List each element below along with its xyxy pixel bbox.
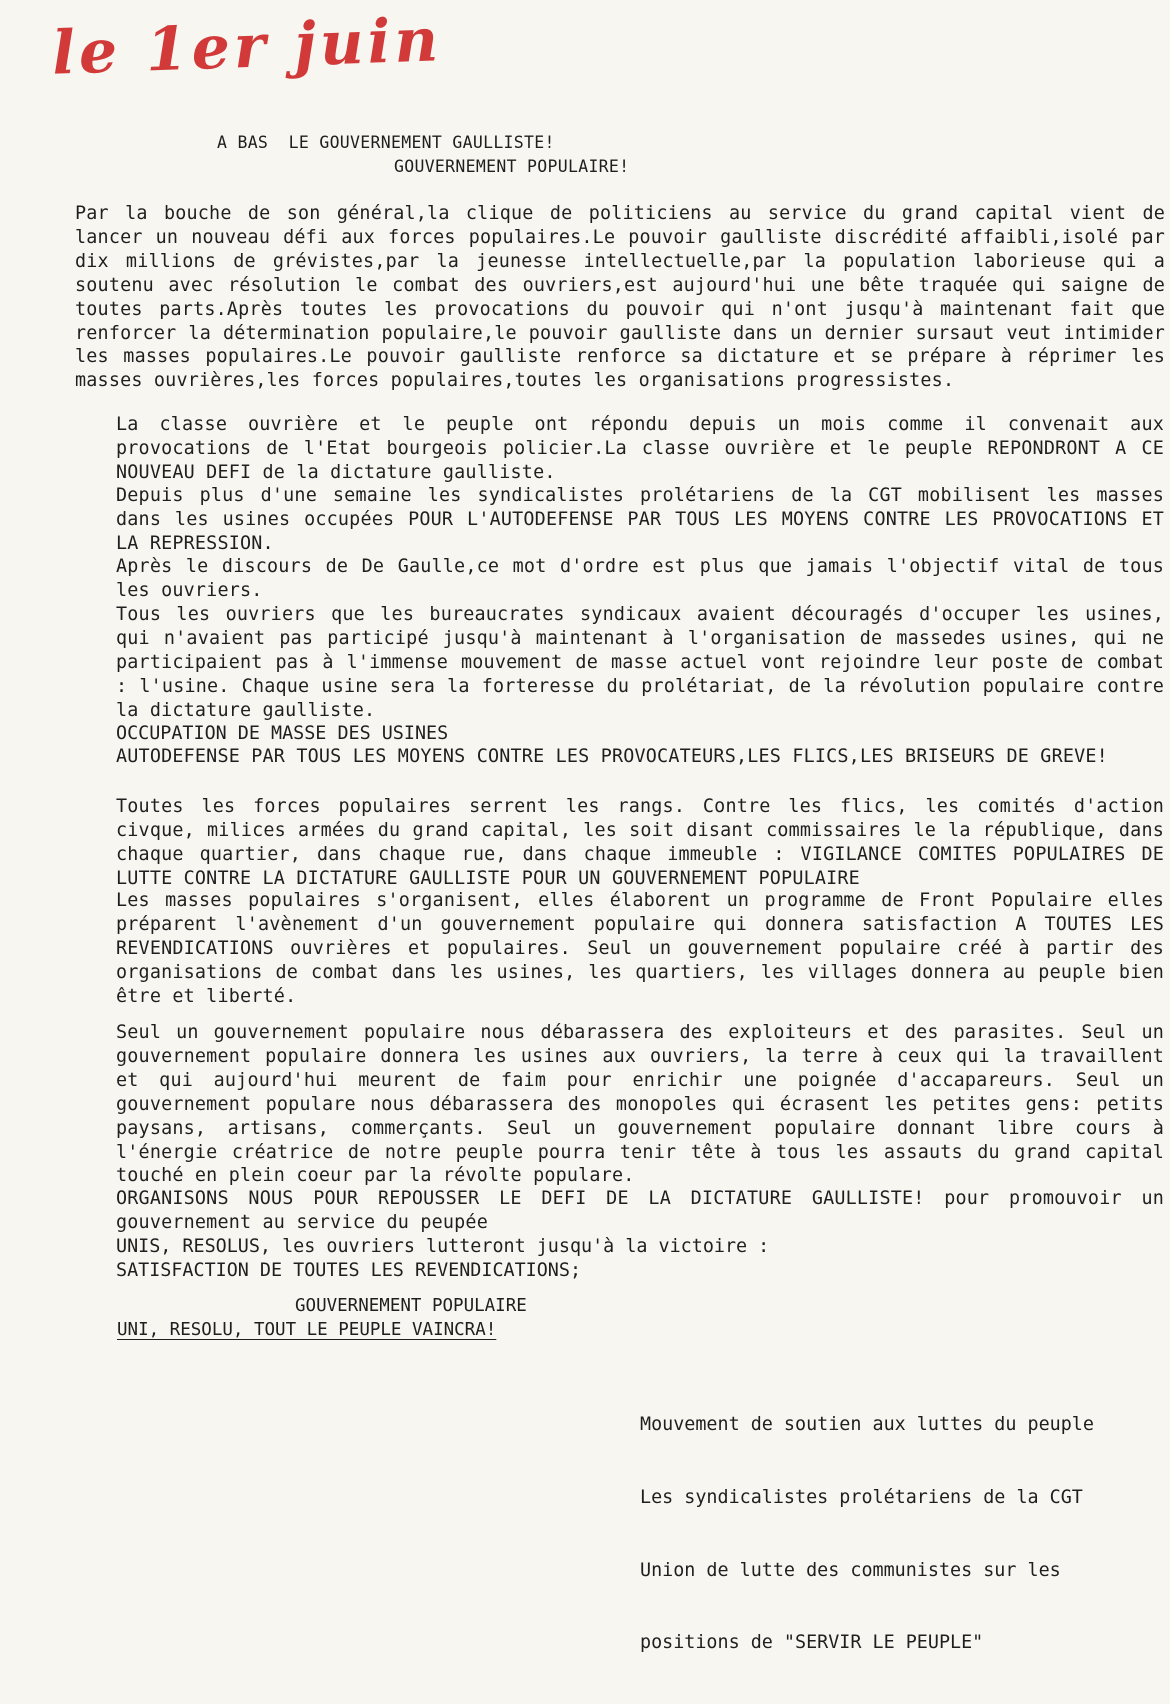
signature-line-4: positions de "SERVIR LE PEUPLE" bbox=[640, 1632, 984, 1654]
closing-line-2: UNI, RESOLU, TOUT LE PEUPLE VAINCRA! bbox=[117, 1320, 497, 1340]
paragraph-1: Par la bouche de son général,la clique de politiciens au service du grand capital vient de lancer un nouveau défi aux forces populaires.Le pouvoir gaulliste discrédité affaibli,isolé par dix millions de grévistes,par la jeunesse intellectuelle,par la population laborieuse qui a soutenu avec résolution le combat des ouvriers,est aujourd'hui une bête traquée qui saigne de toutes parts.Après toutes les provocations du pouvoir qui n'ont jusqu'à maintenant fait que renforcer la détermination populaire,le pouvoir gaulliste dans un dernier sursaut veut intimider les masses populaires.Le pouvoir gaulliste renforce sa dictature et se prépare à réprimer les masses ouvrières,les forces populaires,toutes les organisations progressistes. bbox=[75, 203, 1165, 392]
paragraph-6: Toutes les forces populaires serrent les rangs. Contre les flics, les comités d'action civque, milices armées du grand capital, les soit disant commissaires le la république, dans chaque quartier, dans chaque rue, dans chaque immeuble : VIGILANCE COMITES POPULAIRES DE LUTTE CONTRE LA DICTATURE GAULLISTE POUR UN GOUVERNEMENT POPULAIRE bbox=[116, 796, 1164, 889]
title-line-1: A BAS LE GOUVERNEMENT GAULLISTE! bbox=[217, 133, 555, 152]
signature-line-3: Union de lutte des communistes sur les bbox=[640, 1559, 1061, 1581]
paragraph-3: Depuis plus d'une semaine les syndicalistes prolétariens de la CGT mobilisent les masses dans les usines occupées POUR L'AUTODEFENSE PAR TOUS LES MOYENS CONTRE LES PROVOCATIONS ET LA REPRESSION. bbox=[116, 485, 1164, 554]
handwritten-date-annotation: le 1er juin bbox=[50, 5, 444, 89]
paragraph-7: Les masses populaires s'organisent, elles élaborent un programme de Front Populaire elles préparent l'avènement d'un gouvernement populaire qui donnera satisfaction A TOUTES LES REVENDICATIONS ouvrières et populaires. Seul un gouvernement populaire créé à partir des organisations de combat dans les usines, les quartiers, les villages donnera au peuple bien être et liberté. bbox=[116, 890, 1164, 1007]
slogan-autodefense: AUTODEFENSE PAR TOUS LES MOYENS CONTRE LES PROVOCATEURS,LES FLICS,LES BRISEURS DE GREVE! bbox=[116, 746, 1108, 767]
slogan-unis: UNIS, RESOLUS, les ouvriers lutteront jusqu'à la victoire : bbox=[116, 1236, 770, 1257]
paragraph-8: Seul un gouvernement populaire nous débarassera des exploiteurs et des parasites. Seul un gouvernement populaire donnera les usines aux ouvriers, la terre à ceux qui la travaillent et qui aujourd'hui meurent de faim pour enrichir une poignée d'accapareurs. Seul un gouvernement populare nous débarassera des monopoles qui écrasent les petites gens: petits paysans, artisans, commerçants. Seul un gouvernement populaire donnant libre cours à l'énergie créatrice de notre peuple pourra tenir tête à tous les assauts du grand capital touché en plein coeur par la révolte populare. bbox=[116, 1022, 1164, 1187]
signature-block bbox=[640, 1365, 1094, 1704]
closing-line-1: GOUVERNEMENT POPULAIRE bbox=[295, 1296, 527, 1316]
paragraph-5: Tous les ouvriers que les bureaucrates syndicaux avaient découragés d'occuper les usines, qui n'avaient pas participé jusqu'à maintenant à l'organisation de massedes usines, qui ne participaient pas à l'immense mouvement de masse actuel vont rejoindre leur poste de combat : l'usine. Chaque usine sera la forteresse du prolétariat, de la révolution populaire contre la dictature gaulliste. bbox=[116, 604, 1164, 721]
paragraph-9: ORGANISONS NOUS POUR REPOUSSER LE DEFI DE LA DICTATURE GAULLISTE! pour promouvoir un gouvernement au service du peupée bbox=[116, 1188, 1164, 1233]
title-line-2: GOUVERNEMENT POPULAIRE! bbox=[394, 157, 630, 176]
paragraph-4: Après le discours de De Gaulle,ce mot d'ordre est plus que jamais l'objectif vital de tous les ouvriers. bbox=[116, 556, 1164, 601]
slogan-occupation: OCCUPATION DE MASSE DES USINES bbox=[116, 723, 449, 744]
signature-line-2: Les syndicalistes prolétariens de la CGT bbox=[640, 1487, 1083, 1509]
paragraph-2: La classe ouvrière et le peuple ont répondu depuis un mois comme il convenait aux provocations de l'Etat bourgeois policier.La classe ouvrière et le peuple REPONDRONT A CE NOUVEAU DEFI de la dictature gaulliste. bbox=[116, 414, 1164, 483]
slogan-satisfaction: SATISFACTION DE TOUTES LES REVENDICATIONS; bbox=[116, 1260, 582, 1281]
signature-line-1: Mouvement de soutien aux luttes du peuple bbox=[640, 1414, 1094, 1436]
